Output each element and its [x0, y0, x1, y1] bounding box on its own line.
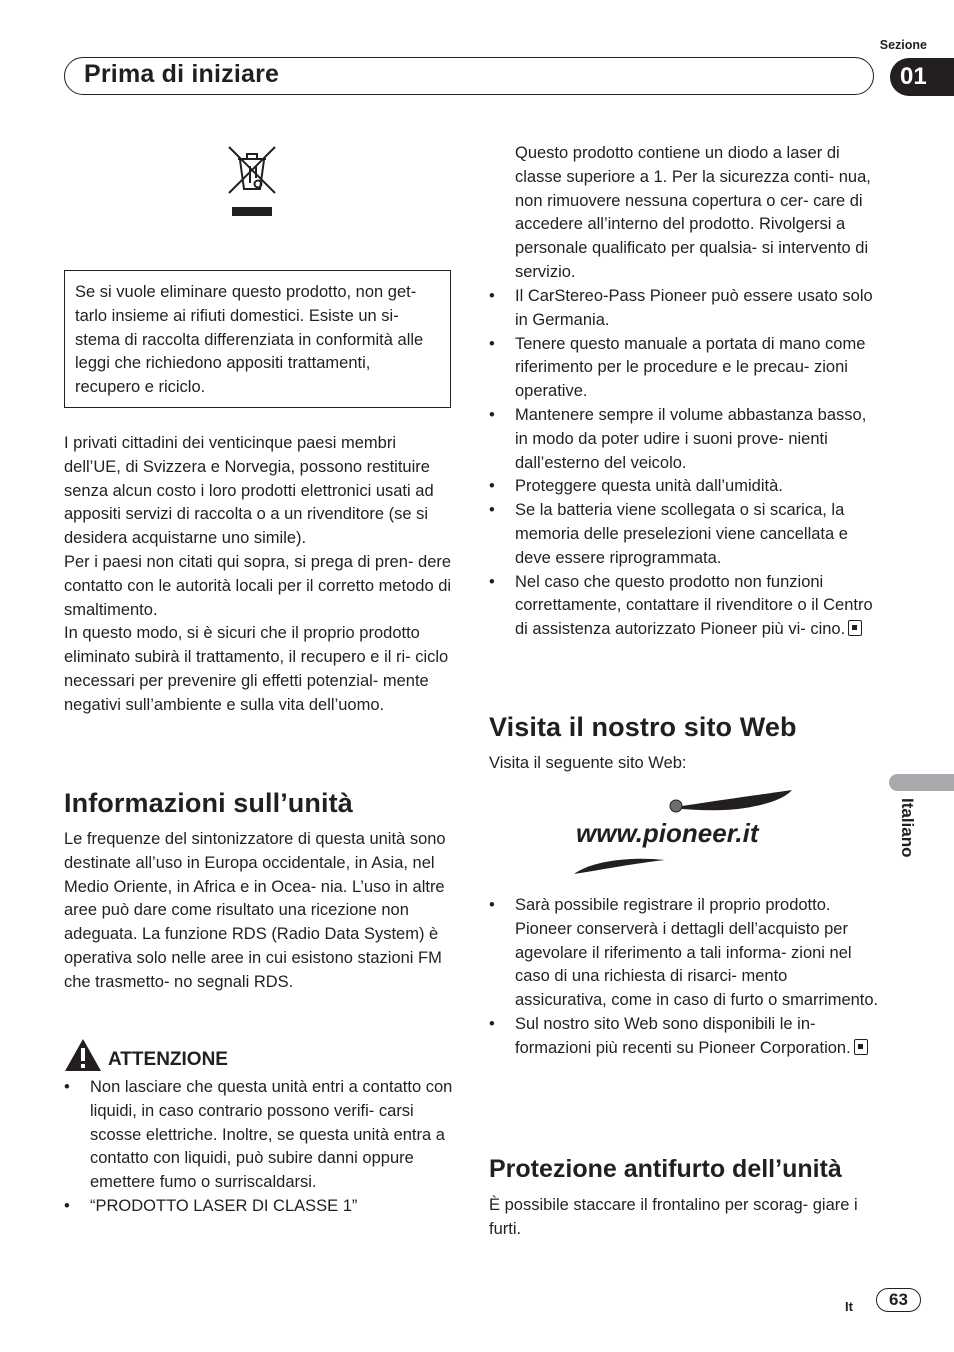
antitheft-heading: Protezione antifurto dell’unità: [489, 1155, 842, 1183]
list-item: [489, 571, 881, 642]
caution-list-continued: [489, 285, 881, 642]
list-item: • Mantenere sempre il volume abbastanza basso, in modo da poter udire i suoni prove- nienti dall’esterno del veicolo.: [489, 404, 881, 475]
website-intro: Visita il seguente sito Web:: [489, 754, 687, 772]
unit-info-paragraph: [64, 828, 454, 995]
list-item: • Tenere questo manuale a portata di mano come riferimento per le procedure e le precau- zioni operative.: [489, 333, 881, 404]
page-title: Prima di iniziare: [84, 60, 280, 88]
warning-triangle-icon: [64, 1038, 102, 1072]
section-label: Sezione: [879, 38, 927, 52]
disposal-notice-text: Se si vuole eliminare questo prodotto, non get- tarlo insieme ai rifiuti domestici. Esiste un si- stema di raccolta differenziata in conformità alle leggi che richiedono appositi trattamenti, recupero e riciclo.: [75, 283, 424, 397]
list-item: • Proteggere questa unità dall’umidità.: [489, 475, 881, 499]
antitheft-text: È possibile staccare il frontalino per scorag- giare i furti.: [489, 1196, 858, 1238]
list-item-text: Sul nostro sito Web sono disponibili le in- formazioni più recenti su Pioneer Corporation.: [515, 1014, 851, 1057]
website-list: [489, 894, 881, 1061]
bin-underline-bar: [232, 207, 272, 216]
laser-continuation-text: Questo prodotto contiene un diodo a laser di classe superiore a 1. Per la sicurezza conti- nua, non rimuovere nessuna copertura o cer- care di accedere all’interno del prodotto. Rivolgersi a personale qualificato per qualsia- si intervento di servizio.: [515, 144, 871, 281]
disposal-paragraph: Per i paesi non citati qui sopra, si prega di pren- dere contatto con le autorità locali per il corretto metodo di smaltimento.: [64, 552, 452, 619]
language-label: Italiano: [898, 798, 917, 858]
page-number: 63: [876, 1288, 921, 1312]
antitheft-paragraph: [489, 1194, 881, 1242]
disposal-paragraph: In questo modo, si è sicuri che il proprio prodotto eliminato subirà il trattamento, il recupero e il ri- ciclo necessari per prevenire gli effetti potenzial- mente negativi sull’ambiente e sulla vita dell’uomo.: [64, 624, 449, 714]
disposal-notice-box: [64, 270, 451, 408]
disposal-paragraphs: [64, 432, 454, 718]
section-number-badge: 01: [890, 58, 954, 96]
warning-title: ATTENZIONE: [108, 1049, 228, 1070]
list-item: • Sarà possibile registrare il proprio prodotto. Pioneer conserverà i dettagli dell’acquisto per agevolare il riferimento a tali informa- zioni nel caso di una richiesta di risarci- mento assicurativa, come in caso di furto o smarrimento.: [489, 894, 881, 1013]
end-mark-icon: [848, 620, 862, 636]
list-item: • “PRODOTTO LASER DI CLASSE 1”: [64, 1195, 454, 1219]
website-heading: Visita il nostro sito Web: [489, 712, 797, 742]
crossed-bin-icon: [226, 145, 278, 202]
pioneer-website-logo: [570, 786, 800, 887]
unit-info-heading: Informazioni sull’unità: [64, 788, 353, 818]
list-item: • Non lasciare che questa unità entri a contatto con liquidi, in caso contrario possono verifi- carsi scosse elettriche. Inoltre, se questa unità entra a contatto con liquidi, può subire danni oppure emettere fumo o surriscaldarsi.: [64, 1076, 454, 1195]
language-tab: [889, 774, 954, 791]
logo-text: www.pioneer.it: [576, 818, 759, 848]
warning-header: [64, 1038, 228, 1072]
list-item: [489, 1013, 881, 1061]
list-item-text: Nel caso che questo prodotto non funzioni correttamente, contattare il rivenditore o il Centro di assistenza autorizzato Pioneer più vi- cino.: [515, 572, 873, 639]
list-item: • Se la batteria viene scollegata o si scarica, la memoria delle preselezioni viene cancellata e deve essere riprogrammata.: [489, 499, 881, 570]
disposal-paragraph: I privati cittadini dei venticinque paesi membri dell’UE, di Svizzera e Norvegia, possono restituire senza alcun costo i loro prodotti elettronici usati ad appositi servizi di raccolta o a un rivenditore (se si desidera acquistarne uno simile).: [64, 434, 434, 548]
list-item: • Il CarStereo-Pass Pioneer può essere usato solo in Germania.: [489, 285, 881, 333]
unit-info-text: Le frequenze del sintonizzatore di questa unità sono destinate all’uso in Europa occidentale, in Asia, nel Medio Oriente, in Africa e in Ocea- nia. L’uso in altre aree può dare come risultato una ricezione non adeguata. La funzione RDS (Radio Data System) è operativa solo nelle aree in cui esistono stazioni FM che trasmetto- no segnali RDS.: [64, 830, 446, 991]
laser-continuation: [515, 142, 881, 285]
warning-list: [64, 1076, 454, 1219]
footer-language-code: It: [845, 1299, 853, 1314]
end-mark-icon: [854, 1039, 868, 1055]
